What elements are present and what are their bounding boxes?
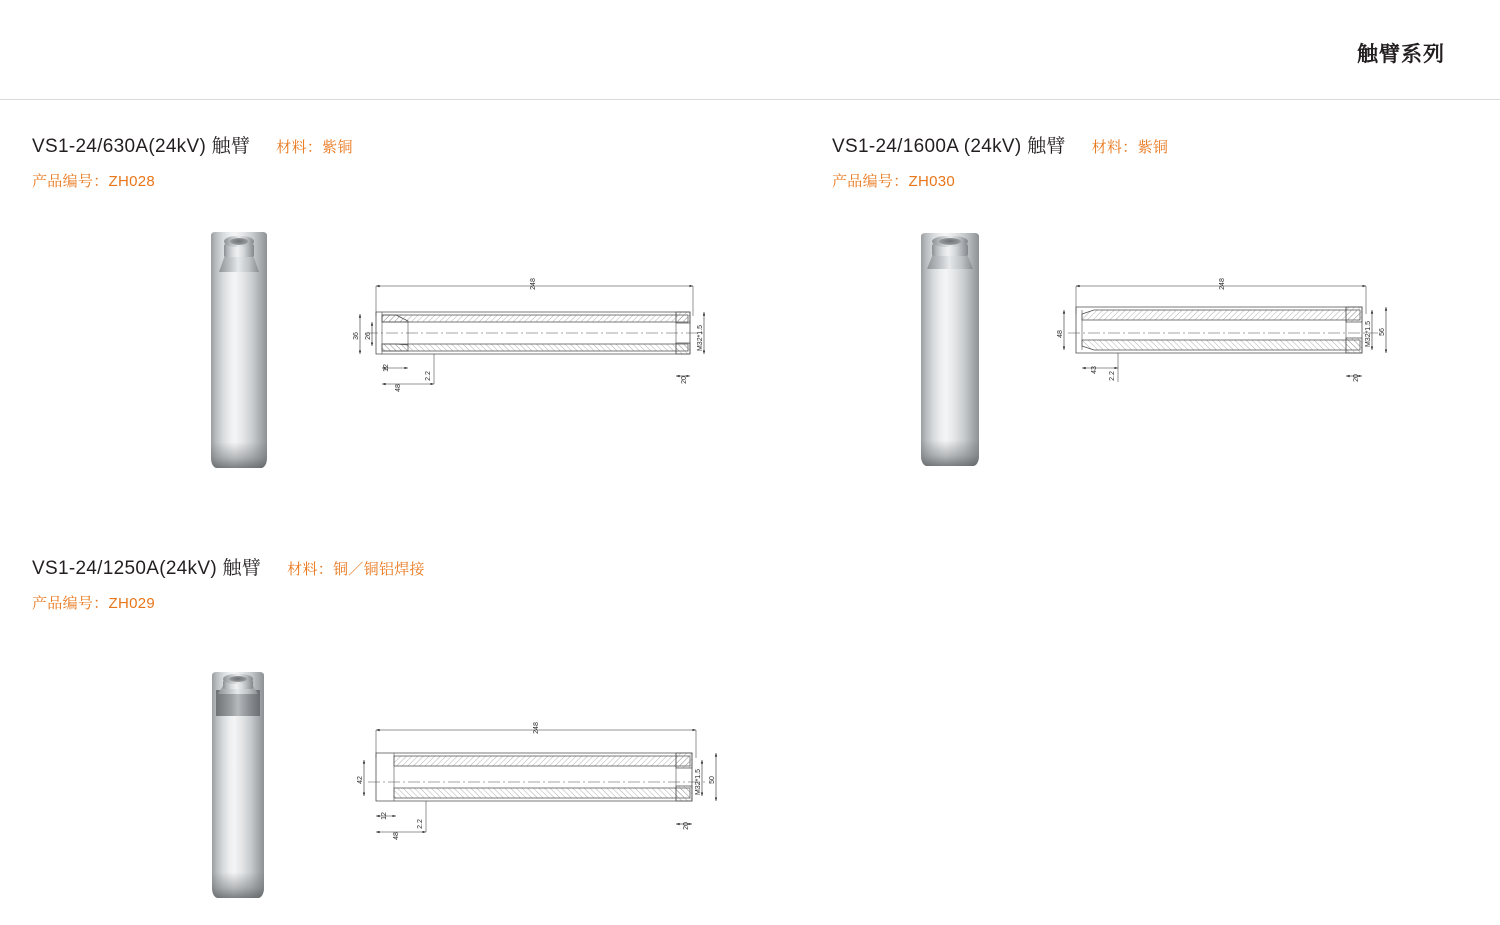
photo-taper <box>219 256 259 272</box>
dim-flange: 48 <box>395 384 402 392</box>
product-drawing-3 <box>346 720 746 860</box>
dim-inner: 50 <box>709 776 716 784</box>
product-photo-3 <box>212 672 264 898</box>
photo-bottom-shadow <box>211 442 267 468</box>
dim-length: 248 <box>533 722 540 734</box>
product-title-line <box>32 553 425 580</box>
dim-flange: 43 <box>1091 366 1098 374</box>
product-name: VS1-24/630A(24kV) 触臂 <box>32 136 251 157</box>
photo-cap-bore <box>230 238 248 245</box>
product-material: 材料：铜／铜铝焊接 <box>287 561 425 578</box>
product-material: 材料：紫铜 <box>1091 139 1169 156</box>
dim-length: 248 <box>1219 278 1226 290</box>
dim-flange: 48 <box>393 832 400 840</box>
dim-length: 248 <box>530 278 537 290</box>
dim-wall: 2.2 <box>417 819 424 829</box>
header-divider <box>0 99 1500 100</box>
dim-inner: 26 <box>365 332 372 340</box>
product-drawing-2 <box>1046 276 1406 416</box>
dim-wall: 2.2 <box>1109 371 1116 381</box>
drawing-svg-1 <box>338 276 748 416</box>
dim-wall: 2.2 <box>425 371 432 381</box>
dim-thread: M32*1.5 <box>1365 320 1372 348</box>
photo-bottom-shadow <box>212 872 264 898</box>
product-name: VS1-24/1600A (24kV) 触臂 <box>832 136 1066 157</box>
dim-thread: M32*1.5 <box>695 768 702 796</box>
dim-outer: 42 <box>357 776 364 784</box>
page-header <box>0 0 1500 100</box>
product-code: 产品编号：ZH029 <box>32 595 156 612</box>
dim-end: 20 <box>681 376 688 384</box>
product-name: VS1-24/1250A(24kV) 触臂 <box>32 558 262 579</box>
dim-outer: 48 <box>1057 330 1064 338</box>
product-drawing-1 <box>338 276 748 416</box>
product-code: 产品编号：ZH028 <box>32 173 156 190</box>
dim-lip: 12 <box>381 812 388 820</box>
photo-cap-bore <box>939 238 961 245</box>
product-block-3 <box>32 553 425 613</box>
photo-bottom-shadow <box>921 440 979 466</box>
photo-cap-bore <box>229 676 247 682</box>
product-title-line <box>32 131 353 158</box>
product-block-1 <box>32 131 353 191</box>
dim-end: 20 <box>1353 374 1360 382</box>
product-photo-1 <box>211 232 267 468</box>
product-material: 材料：紫铜 <box>276 139 353 156</box>
product-photo-2 <box>921 233 979 466</box>
drawing-svg-3 <box>346 720 746 860</box>
photo-taper <box>927 255 973 269</box>
dim-lip: 12 <box>383 364 390 372</box>
product-block-2 <box>832 131 1168 191</box>
dim-thread: M32*1.5 <box>697 324 704 352</box>
drawing-svg-2 <box>1046 276 1406 416</box>
dim-outer: 36 <box>353 332 360 340</box>
page-title: 触臂系列 <box>1357 43 1445 66</box>
dim-inner: 56 <box>1379 328 1386 336</box>
dim-end: 20 <box>683 822 690 830</box>
product-code: 产品编号：ZH030 <box>832 173 956 190</box>
product-title-line <box>832 131 1168 158</box>
